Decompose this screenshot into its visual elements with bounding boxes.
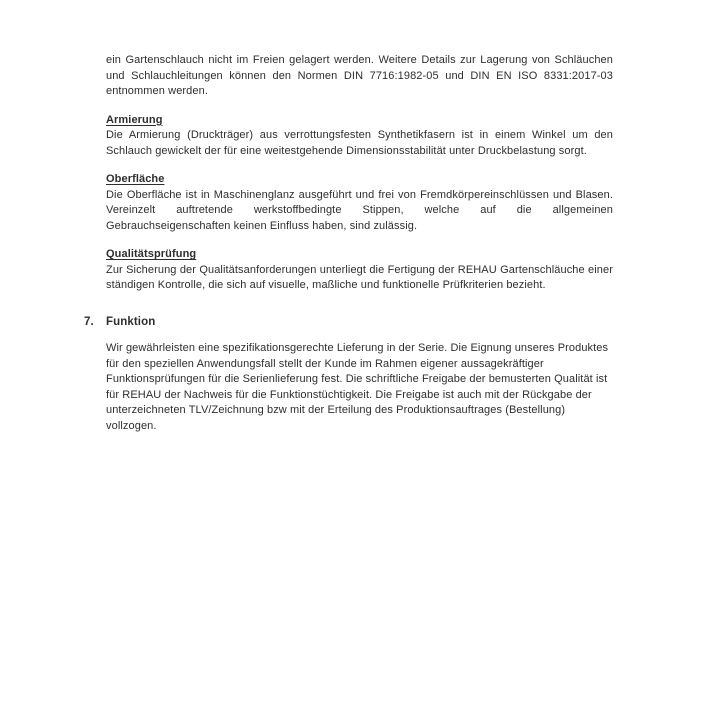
section-paragraph: Wir gewährleisten eine spezifikationsgerechte Lieferung in der Serie. Die Eignung unseres Produktes für den speziellen Anwendungsfall stellt der Kunde im Rahmen eigener aussagekräftiger Funktionsprüfungen für die Serienlieferung fest. Die schriftliche Freigabe der bemusterten Qualität ist für REHAU der Nachweis für die Funktionstüchtigkeit. Die Freigabe ist auch mit der Rückgabe der unterzeichneten TLV/Zeichnung bzw mit der Erteilung des Produktionsauftrages (Bestellung) vollzogen.	[106, 342, 609, 432]
section-oberflaeche	[106, 172, 613, 234]
section-armierung	[106, 113, 613, 160]
section-paragraph: Zur Sicherung der Qualitätsanforderungen unterliegt die Fertigung der REHAU Gartenschläuche einer ständigen Kontrolle, die sich auf visuelle, maßliche und funktionelle Prüfkriterien bezieht.	[106, 263, 613, 291]
section-paragraph: Die Oberfläche ist in Maschinenglanz ausgeführt und frei von Fremdkörpereinschlüssen und Blasen. Vereinzelt auftretende werkstoffbedingte Stippen, welche auf die allgemeinen Gebrauchseigenschaften keinen Einfluss haben, sind zulässig.	[106, 188, 613, 232]
numbered-section-heading	[84, 315, 613, 331]
section-qualitaetspruefung	[106, 247, 613, 294]
section-number: 7.	[84, 315, 94, 328]
section-heading: Qualitätsprüfung	[106, 248, 197, 260]
intro-paragraph: ein Gartenschlauch nicht im Freien gelagert werden. Weitere Details zur Lagerung von Schläuchen und Schlauchleitungen können den Normen DIN 7716:1982-05 und DIN EN ISO 8331:2017-03 entnommen werden.	[106, 54, 613, 97]
section-heading: Armierung	[106, 113, 163, 126]
document-content	[84, 53, 613, 434]
section-paragraph: Die Armierung (Druckträger) aus verrottungsfesten Synthetikfasern ist in einem Winkel um den Schlauch gewickelt der für eine weitestgehende Dimensionsstabilität unter Druckbelastung sorgt.	[106, 129, 613, 157]
section-funktion	[84, 315, 613, 435]
section-heading: Oberfläche	[106, 173, 165, 185]
section-title: Funktion	[106, 315, 156, 328]
